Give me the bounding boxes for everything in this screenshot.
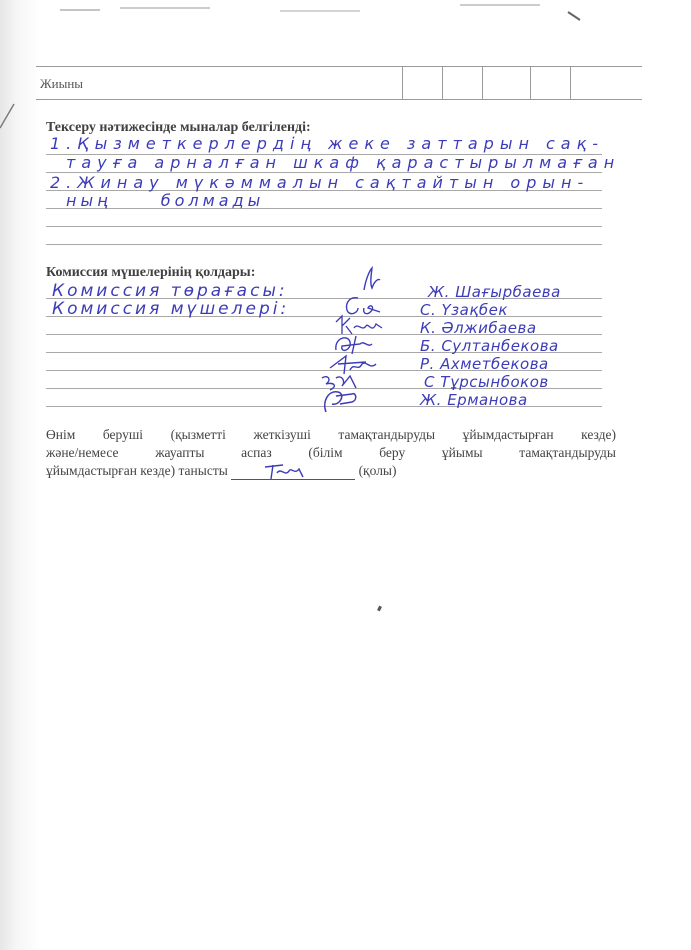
stray-mark: [377, 606, 382, 612]
signature-7: [318, 386, 368, 416]
signature-1: [356, 264, 386, 294]
member-name-7: Ж. Ерманова: [420, 391, 528, 409]
producer-line-3: [46, 462, 616, 480]
member-name-3: К. Әлжибаева: [420, 319, 537, 337]
total-label: Жиыны: [40, 76, 84, 91]
commission-heading: Комиссия мүшелерінің қолдары:: [46, 265, 256, 280]
scan-edge-shadow: [0, 0, 42, 950]
member-name-2: С. Үзақбек: [420, 301, 508, 319]
producer-acknowledgement: [46, 426, 616, 480]
table-cell-divider: [442, 67, 443, 99]
table-cell-divider: [530, 67, 531, 99]
producer-line-2: және/немесе жауапты аспаз (білім беру ұйымы тамақтандыруды: [46, 445, 616, 460]
fold-mark: [0, 100, 40, 130]
chair-label: Комиссия төрағасы:: [52, 281, 288, 301]
findings-heading: Тексеру нәтижесінде мыналар белгіленді:: [46, 120, 311, 135]
table-cell-divider: [402, 67, 403, 99]
table-cell-divider: [570, 67, 571, 99]
signature-caption: (қолы): [358, 463, 397, 478]
finding-line-2: тауға арналған шкаф қарастырылмаған: [66, 153, 621, 172]
member-name-1: Ж. Шағырбаева: [428, 283, 561, 301]
member-name-6: С Тұрсынбоков: [424, 373, 549, 391]
ruled-line: [46, 244, 602, 245]
producer-signature: [261, 459, 309, 481]
member-name-5: Р. Ахметбекова: [420, 355, 549, 373]
summary-table-row: [36, 66, 642, 100]
finding-line-3: 2.Жинау мүкәммалын сақтайтын орын-: [50, 173, 590, 192]
ruled-line: [46, 226, 602, 227]
top-scan-marks: [60, 0, 620, 26]
members-label: Комиссия мүшелері:: [52, 299, 290, 319]
member-name-4: Б. Султанбекова: [420, 337, 559, 355]
producer-line-1: Өнім беруші (қызметті жеткізуші тамақтандыруды ұйымдастырған кезде): [46, 427, 616, 442]
producer-line-3-prefix: ұйымдастырған кезде) танысты: [46, 463, 228, 478]
producer-signature-blank: [231, 465, 355, 480]
table-cell-divider: [482, 67, 483, 99]
finding-line-4: ның болмады: [66, 191, 265, 210]
finding-line-1: 1.Қызметкерлердің жеке заттарын сақ-: [50, 134, 605, 153]
